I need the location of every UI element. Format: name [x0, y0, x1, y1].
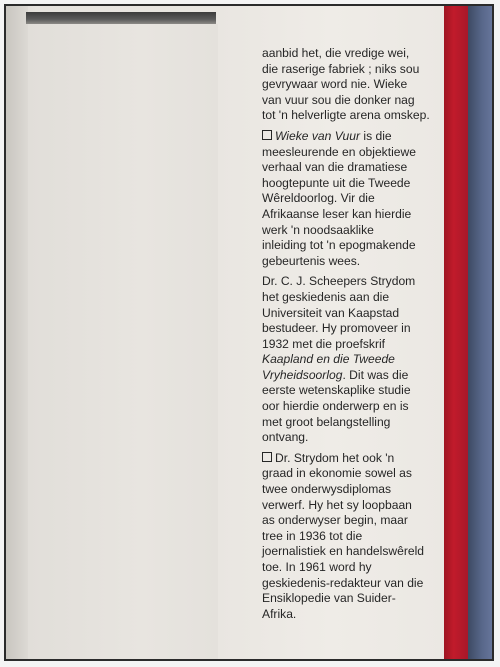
- red-spine-stripe: [444, 6, 468, 661]
- text-line: [262, 368, 440, 384]
- text-line: toe. In 1961 word hy: [262, 560, 372, 574]
- text-fragment: is die: [360, 128, 392, 143]
- text-line: gebeurtenis wees.: [262, 253, 361, 268]
- jacket-text-block: [262, 46, 440, 627]
- text-line: [262, 129, 440, 145]
- text-line: die raserige fabriek ; niks sou: [262, 61, 420, 76]
- thesis-title-italic: Vryheidsoorlog: [262, 367, 343, 382]
- text-line: aanbid het, die vredige wei,: [262, 46, 410, 60]
- blue-cover-edge: [468, 6, 494, 661]
- text-line: tree in 1936 tot die: [262, 528, 363, 543]
- text-line: [262, 451, 440, 467]
- text-line: bestudeer. Hy promoveer in: [262, 321, 411, 336]
- text-fragment: . Dit was die: [342, 367, 409, 382]
- text-line: gevrywaar word nie. Wieke: [262, 77, 408, 92]
- text-line: Ensiklopedie van Suider-: [262, 591, 396, 606]
- paragraph-2: [262, 129, 440, 269]
- text-line: as onderwyser begin, maar: [262, 513, 408, 528]
- text-line: werk 'n noodsaaklike: [262, 222, 374, 237]
- text-line: Afrika.: [262, 606, 297, 621]
- text-line: eerste wetenskaplike studie: [262, 383, 411, 398]
- text-line: tot 'n helverligte arena omskep.: [262, 108, 430, 123]
- text-line: verwerf. Hy het sy loopbaan: [262, 497, 412, 512]
- square-bullet-icon: [262, 130, 272, 140]
- text-line: Universiteit van Kaapstad: [262, 305, 400, 320]
- text-line: twee onderwysdiplomas: [262, 482, 392, 497]
- text-line: Afrikaanse leser kan hierdie: [262, 206, 412, 221]
- text-line: hoogtepunte uit die Tweede: [262, 175, 411, 190]
- text-line: 1932 met die proefskrif: [262, 336, 386, 351]
- dark-top-strip: [26, 12, 216, 24]
- paragraph-1: [262, 46, 440, 124]
- text-line: Wêreldoorlog. Vir die: [262, 191, 375, 206]
- paragraph-3: [262, 274, 440, 446]
- text-line: joernalistiek en handelswêreld: [262, 544, 425, 559]
- paragraph-4: [262, 451, 440, 623]
- text-line: verhaal van die dramatiese: [262, 160, 408, 175]
- text-line: oor hierdie onderwerp en is: [262, 399, 409, 414]
- square-bullet-icon: [262, 452, 272, 462]
- text-line: met groot belangstelling: [262, 414, 391, 429]
- thesis-title-italic: Kaapland en die Tweede: [262, 352, 395, 367]
- text-line: geskiedenis-redakteur van die: [262, 575, 424, 590]
- text-line: Dr. C. J. Scheepers Strydom: [262, 274, 416, 289]
- book-left-edge: [6, 6, 28, 659]
- text-line: ontvang.: [262, 430, 309, 445]
- text-line: graad in ekonomie sowel as: [262, 466, 412, 481]
- text-line: inleiding tot 'n epogmakende: [262, 238, 416, 253]
- dust-jacket-flap: [28, 24, 219, 661]
- text-line: van vuur sou die donker nag: [262, 92, 415, 107]
- text-fragment: Dr. Strydom het ook 'n: [275, 450, 395, 465]
- text-line: het geskiedenis aan die: [262, 289, 390, 304]
- text-line: meesleurende en objektiewe: [262, 144, 416, 159]
- book-title-italic: Wieke van Vuur: [275, 128, 361, 143]
